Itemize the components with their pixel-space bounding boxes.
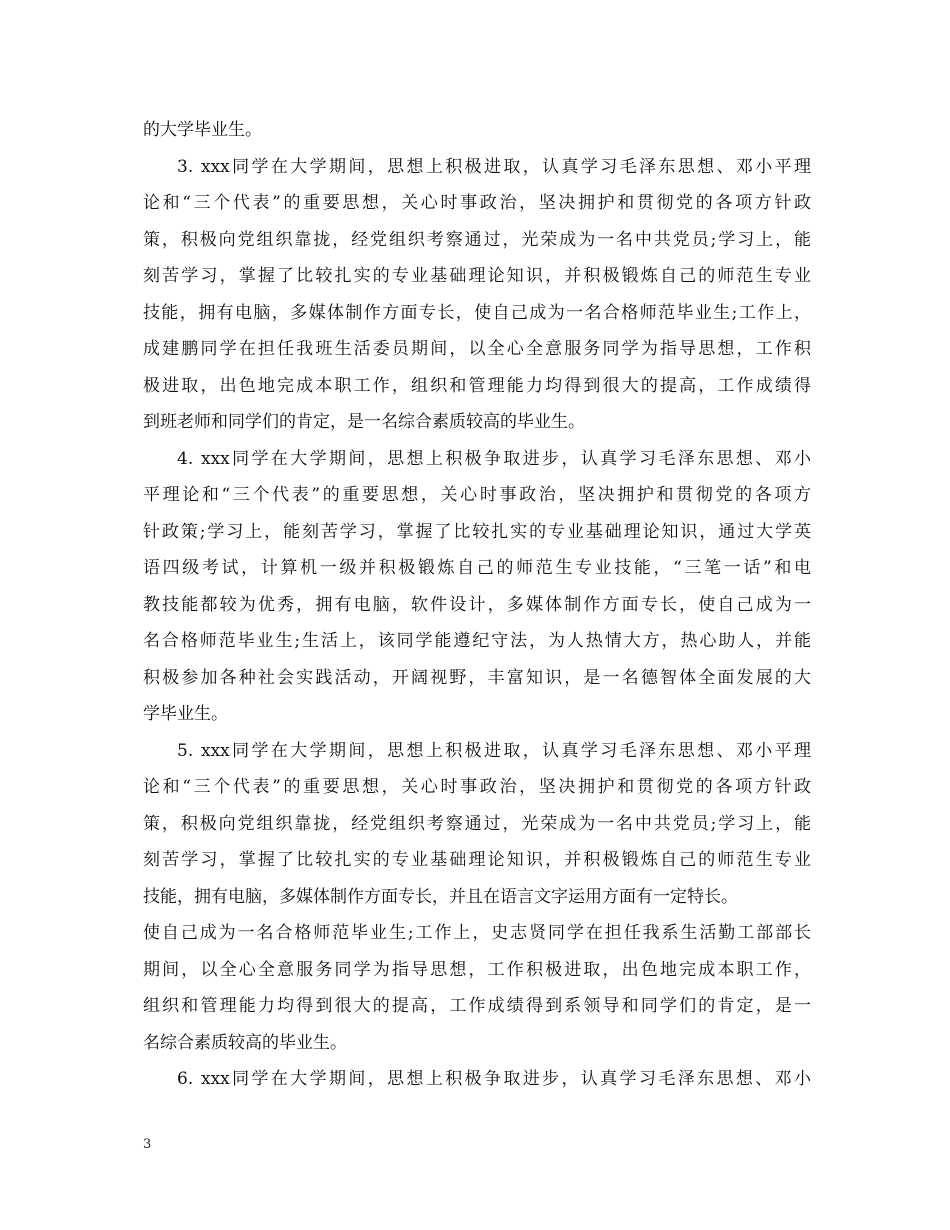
text-line: 学毕业生。 bbox=[143, 704, 228, 724]
text-line: 论和“三个代表”的重要思想，关心时事政治，坚决拥护和贯彻党的各项方针政 bbox=[143, 777, 811, 797]
text-line: 的大学毕业生。 bbox=[143, 120, 262, 140]
text-line: 6. xxx同学在大学期间，思想上积极争取进步，认真学习毛泽东思想、邓小 bbox=[177, 1069, 811, 1089]
text-line: 针政策;学习上，能刻苦学习，掌握了比较扎实的专业基础理论知识，通过大学英 bbox=[143, 521, 811, 542]
text-line: 刻苦学习，掌握了比较扎实的专业基础理论知识，并积极锻炼自己的师范生专业 bbox=[143, 850, 811, 870]
text-line: 4. xxx同学在大学期间，思想上积极争取进步，认真学习毛泽东思想、邓小 bbox=[177, 448, 811, 469]
text-line: 策，积极向党组织靠拢，经党组织考察通过，光荣成为一名中共党员;学习上，能 bbox=[143, 813, 811, 834]
text-line: 使自己成为一名合格师范毕业生;工作上，史志贤同学在担任我系生活勤工部部长 bbox=[143, 923, 811, 943]
text-line: 名综合素质较高的毕业生。 bbox=[143, 1032, 347, 1053]
page-number: 3 bbox=[143, 1137, 152, 1152]
text-line: 策，积极向党组织靠拢，经党组织考察通过，光荣成为一名中共党员;学习上，能 bbox=[143, 229, 811, 250]
text-line: 技能，拥有电脑，多媒体制作方面专长，并且在语言文字运用方面有一定特长。 bbox=[143, 886, 738, 907]
text-line: 成建鹏同学在担任我班生活委员期间，以全心全意服务同学为指导思想，工作积 bbox=[143, 339, 811, 359]
text-line: 到班老师和同学们的肯定，是一名综合素质较高的毕业生。 bbox=[143, 412, 585, 432]
text-line: 论和“三个代表”的重要思想，关心时事政治，坚决拥护和贯彻党的各项方针政 bbox=[143, 193, 811, 213]
text-line: 技能，拥有电脑，多媒体制作方面专长，使自己成为一名合格师范毕业生;工作上， bbox=[143, 302, 811, 323]
text-line: 3. xxx同学在大学期间，思想上积极进取，认真学习毛泽东思想、邓小平理 bbox=[177, 156, 811, 177]
text-line: 积极参加各种社会实践活动，开阔视野，丰富知识，是一名德智体全面发展的大 bbox=[143, 667, 811, 688]
text-line: 期间，以全心全意服务同学为指导思想，工作积极进取，出色地完成本职工作， bbox=[143, 959, 811, 980]
text-line: 5. xxx同学在大学期间，思想上积极进取，认真学习毛泽东思想、邓小平理 bbox=[177, 740, 811, 761]
text-line: 极进取，出色地完成本职工作，组织和管理能力均得到很大的提高，工作成绩得 bbox=[143, 375, 811, 396]
text-line: 组织和管理能力均得到很大的提高，工作成绩得到系领导和同学们的肯定，是一 bbox=[143, 996, 811, 1016]
text-line: 平理论和“三个代表”的重要思想，关心时事政治，坚决拥护和贯彻党的各项方 bbox=[143, 485, 811, 505]
text-line: 语四级考试，计算机一级并积极锻炼自己的师范生专业技能，“三笔一话”和电 bbox=[143, 558, 811, 578]
text-line: 名合格师范毕业生;生活上，该同学能遵纪守法，为人热情大方，热心助人，并能 bbox=[143, 631, 811, 651]
text-line: 教技能都较为优秀，拥有电脑，软件设计，多媒体制作方面专长，使自己成为一 bbox=[143, 594, 811, 615]
text-line: 刻苦学习，掌握了比较扎实的专业基础理论知识，并积极锻炼自己的师范生专业 bbox=[143, 266, 811, 286]
document-body bbox=[143, 112, 811, 1098]
